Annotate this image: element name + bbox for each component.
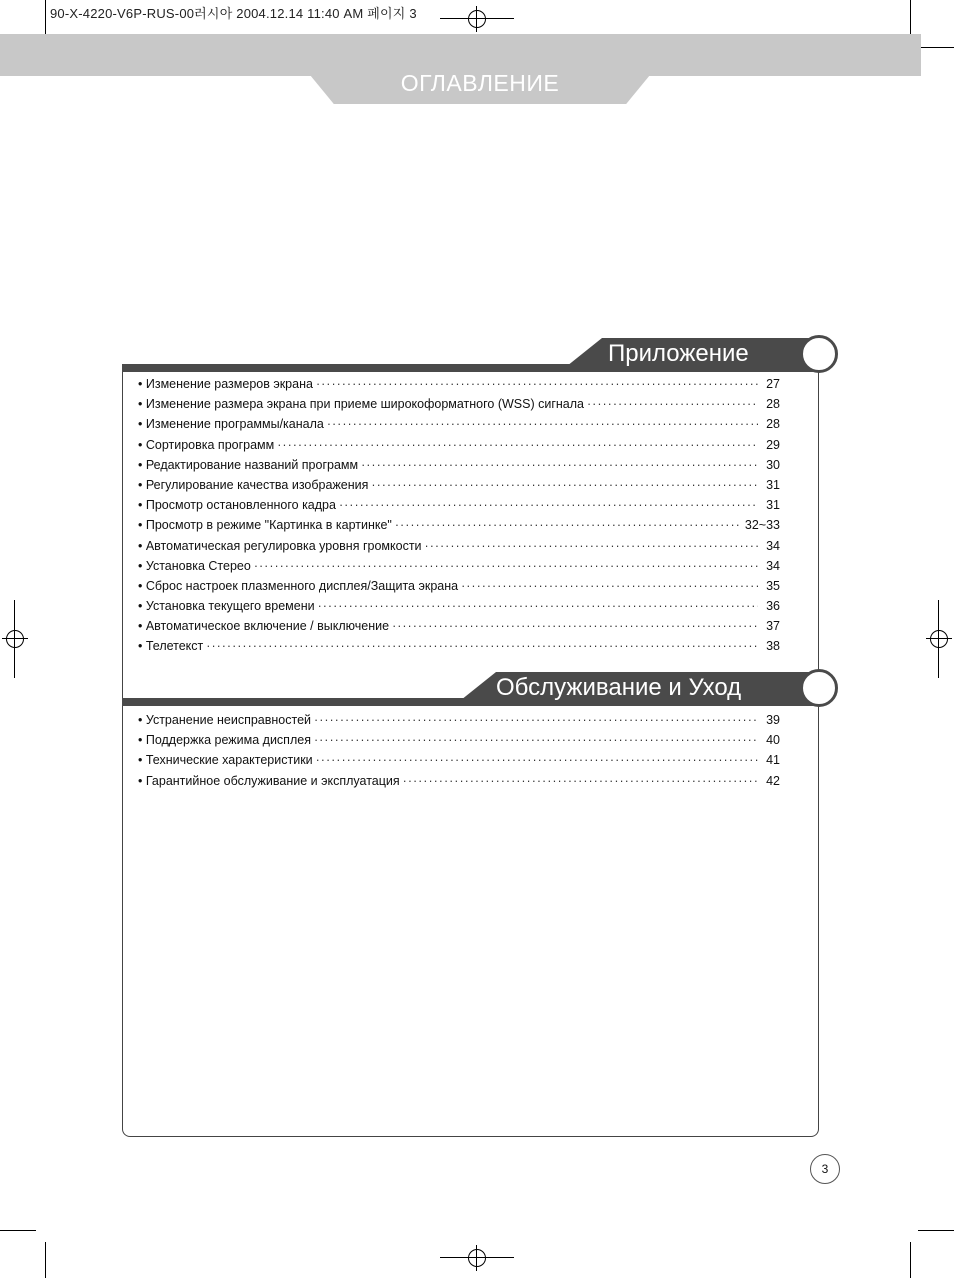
toc-item[interactable]: • Просмотр в режиме "Картинка в картинке" ····· 32~33 — [138, 518, 780, 538]
toc-item[interactable]: • Установка текущего времени ····· 36 — [138, 599, 780, 619]
crop-mark — [45, 1242, 46, 1278]
toc-item[interactable]: • Сброс настроек плазменного дисплея/Защита экрана ····· 35 — [138, 579, 780, 599]
crop-mark — [45, 0, 46, 36]
crop-mark — [918, 1230, 954, 1231]
toc-item[interactable]: • Телетекст ····· 38 — [138, 639, 780, 659]
toc-item[interactable]: • Установка Стерео ····· 34 — [138, 559, 780, 579]
toc-item[interactable]: • Устранение неисправностей ····· 39 — [138, 713, 780, 733]
toc-item[interactable]: • Сортировка программ ····· 29 — [138, 438, 780, 458]
section-circle-icon — [800, 335, 838, 373]
crop-mark — [910, 0, 911, 36]
toc-item[interactable]: • Изменение программы/канала ····· 28 — [138, 417, 780, 437]
crop-mark — [440, 18, 514, 19]
print-slug: 90-X-4220-V6P-RUS-00러시아 2004.12.14 11:40 AM 페이지 3 — [50, 6, 417, 21]
toc-item[interactable]: • Регулирование качества изображения ····· 31 — [138, 478, 780, 498]
crop-mark — [918, 47, 954, 48]
crop-mark — [440, 1257, 514, 1258]
toc-list-maintenance — [138, 713, 780, 794]
section-circle-icon — [800, 669, 838, 707]
toc-item[interactable]: • Просмотр остановленного кадра ····· 31 — [138, 498, 780, 518]
toc-item[interactable]: • Гарантийное обслуживание и эксплуатация ····· 42 — [138, 774, 780, 794]
page-number-badge — [810, 1154, 840, 1184]
registration-mark-icon — [464, 1245, 490, 1271]
toc-item[interactable]: • Автоматическое включение / выключение ····· 37 — [138, 619, 780, 639]
crop-mark — [938, 600, 939, 678]
toc-item[interactable]: • Изменение размеров экрана ····· 27 — [138, 377, 780, 397]
page-number: 3 — [821, 1162, 829, 1176]
toc-list-appendix — [138, 377, 780, 660]
registration-mark-icon — [2, 626, 28, 652]
toc-item[interactable]: • Редактирование названий программ ····· 30 — [138, 458, 780, 478]
crop-mark — [0, 1230, 36, 1231]
crop-mark — [14, 600, 15, 678]
toc-item[interactable]: • Технические характеристики ····· 41 — [138, 753, 780, 773]
toc-item[interactable]: • Автоматическая регулировка уровня громкости ····· 34 — [138, 539, 780, 559]
toc-item[interactable]: • Поддержка режима дисплея ····· 40 — [138, 733, 780, 753]
registration-mark-icon — [464, 6, 490, 32]
page-title: ОГЛАВЛЕНИЕ — [400, 70, 560, 96]
section-title-appendix: Приложение — [608, 340, 749, 367]
crop-mark — [910, 1242, 911, 1278]
toc-item[interactable]: • Изменение размера экрана при приеме широкоформатного (WSS) сигнала ····· 28 — [138, 397, 780, 417]
section-title-maintenance: Обслуживание и Уход — [496, 674, 742, 701]
registration-mark-icon — [926, 626, 952, 652]
